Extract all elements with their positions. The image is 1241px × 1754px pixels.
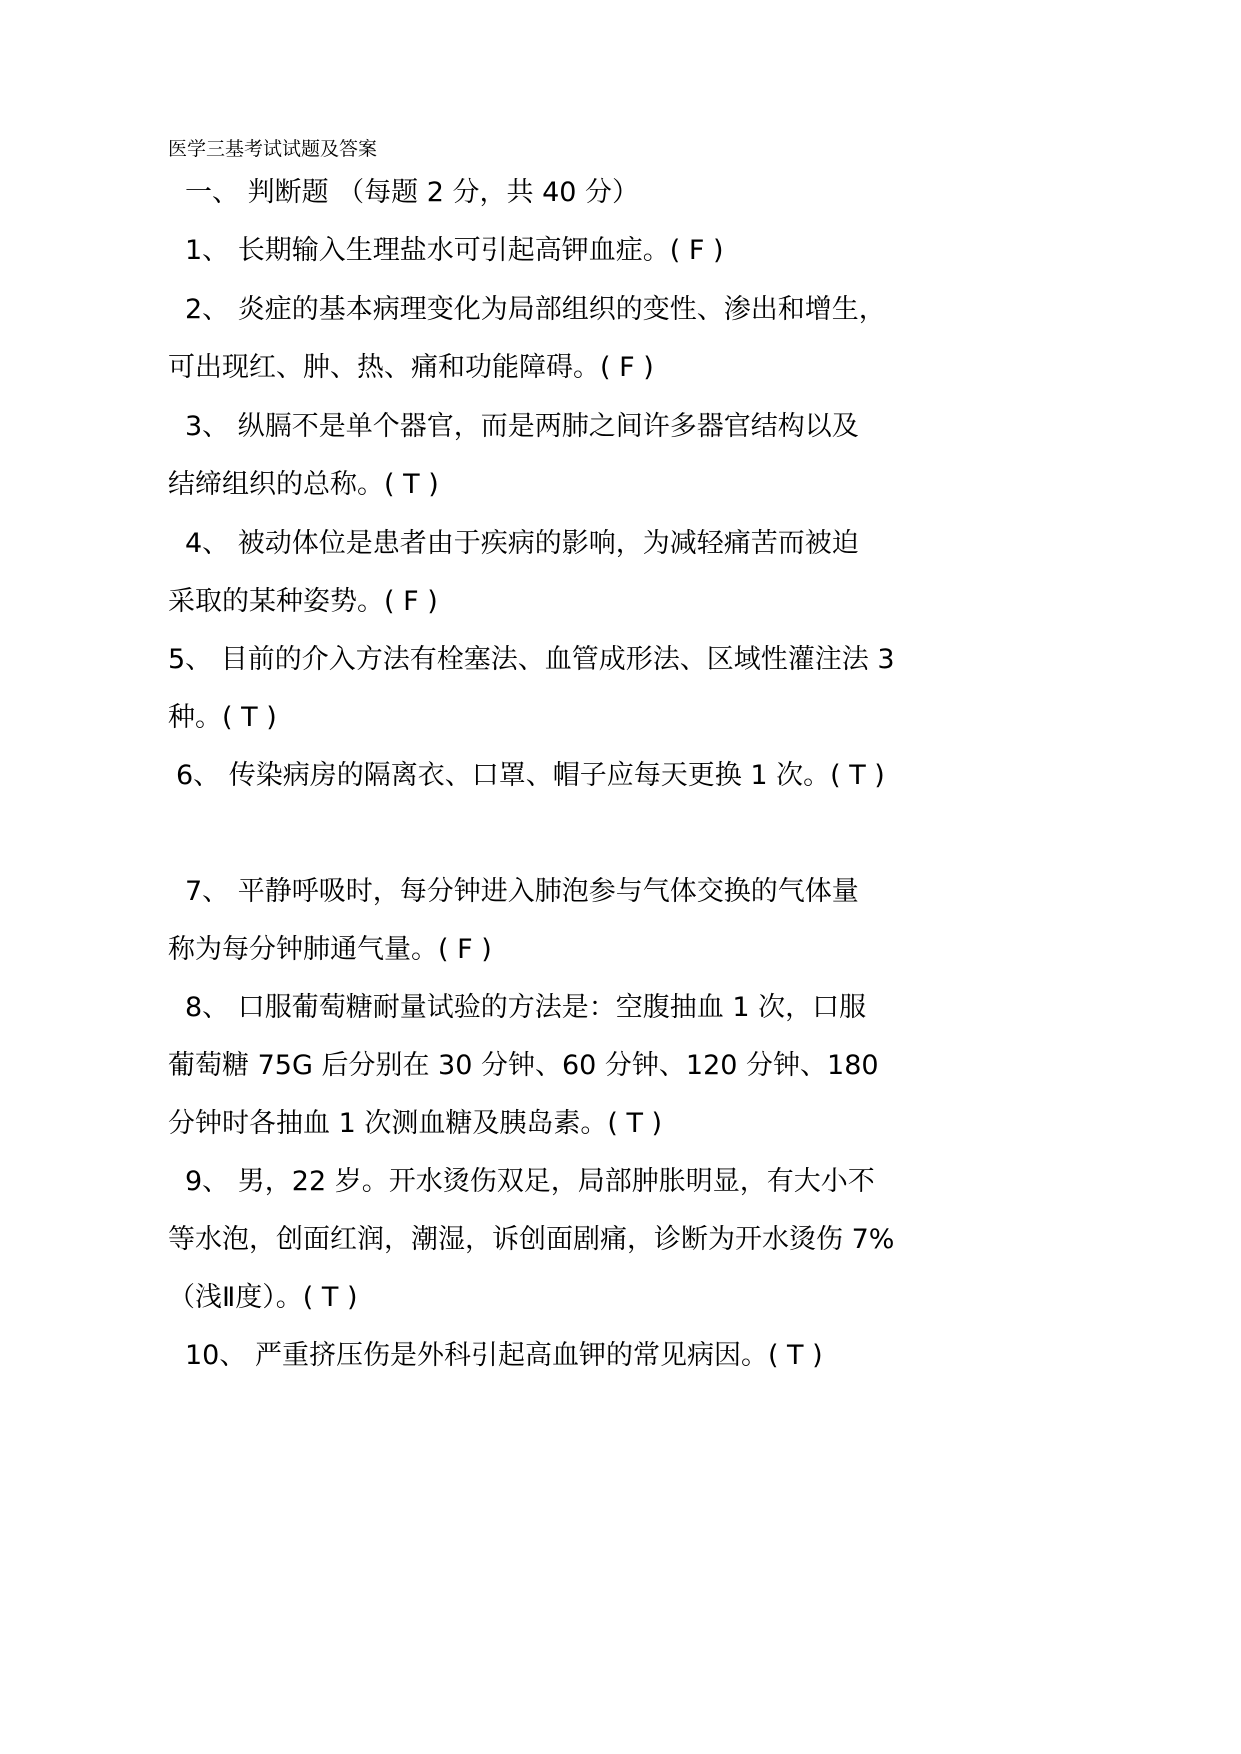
question-line: 2、 炎症的基本病理变化为局部组织的变性、渗出和增生， [185,294,886,325]
question-line: 等水泡，创面红润，潮湿，诉创面剧痛，诊断为开水烫伤 7% [168,1224,895,1255]
question-line: 5、 目前的介入方法有栓塞法、血管成形法、区域性灌注法 3 [168,644,895,675]
question-line: 6、 传染病房的隔离衣、口罩、帽子应每天更换 1 次。( T ) [176,760,885,791]
section-heading: 一、 判断题 （每题 2 分，共 40 分） [185,177,640,208]
question-line: 种。( T ) [168,702,277,733]
document-title: 医学三基考试试题及答案 [168,138,378,160]
question-line: 1、 长期输入生理盐水可引起高钾血症。( F ) [185,235,724,266]
question-line: 采取的某种姿势。( F ) [168,586,438,617]
question-line: 10、 严重挤压伤是外科引起高血钾的常见病因。( T ) [185,1340,823,1371]
question-line: 结缔组织的总称。( T ) [168,469,439,500]
question-line: 分钟时各抽血 1 次测血糖及胰岛素。( T ) [168,1108,663,1139]
question-line: 8、 口服葡萄糖耐量试验的方法是：空腹抽血 1 次，口服 [185,992,867,1023]
question-line: 4、 被动体位是患者由于疾病的影响，为减轻痛苦而被迫 [185,528,859,559]
question-line: 3、 纵膈不是单个器官，而是两肺之间许多器官结构以及 [185,411,859,442]
question-line: 7、 平静呼吸时，每分钟进入肺泡参与气体交换的气体量 [185,876,859,907]
question-line: 称为每分钟肺通气量。( F ) [168,934,492,965]
question-line: 可出现红、肿、热、痛和功能障碍。( F ) [168,352,654,383]
question-line: 9、 男，22 岁。开水烫伤双足，局部肿胀明显，有大小不 [185,1166,875,1197]
question-line: （浅Ⅱ度）。( T ) [168,1282,358,1313]
question-line: 葡萄糖 75G 后分别在 30 分钟、60 分钟、120 分钟、180 [168,1050,879,1081]
